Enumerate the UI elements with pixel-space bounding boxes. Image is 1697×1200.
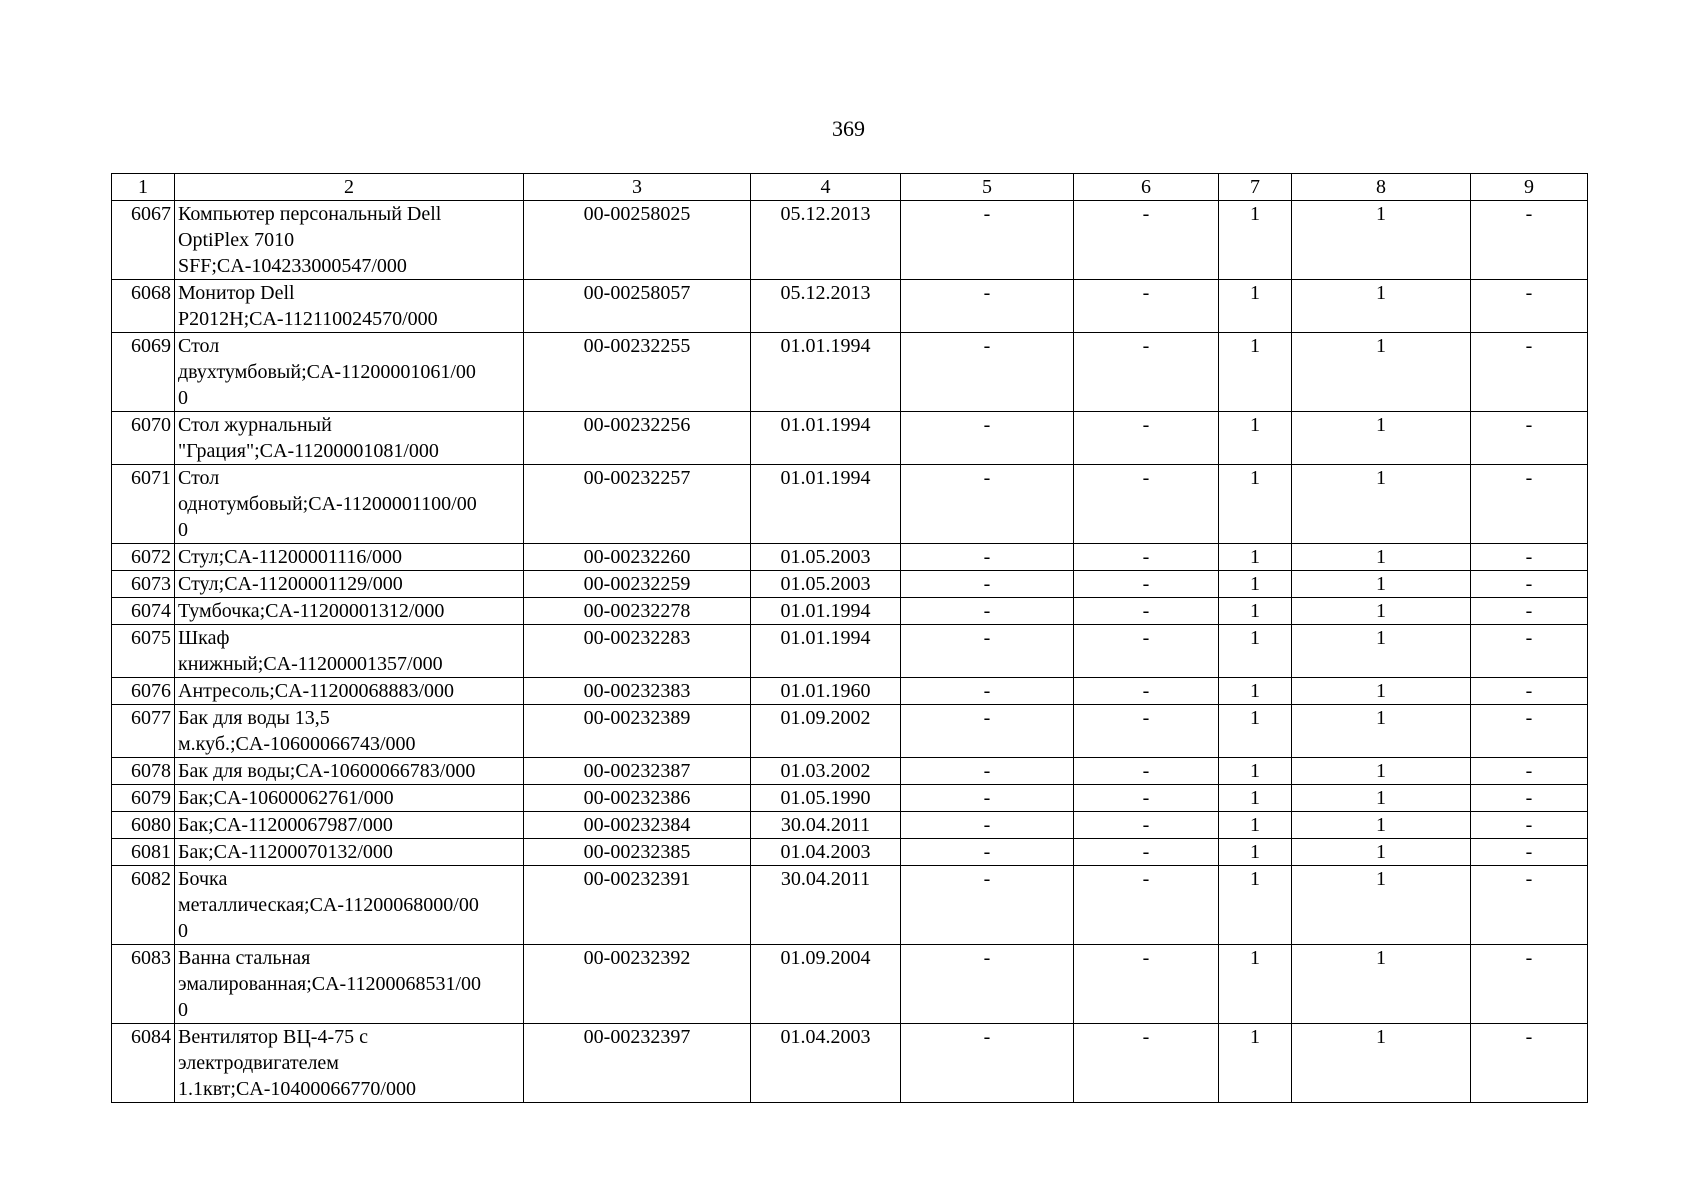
page-number: 369 — [832, 116, 865, 141]
column-5-cell: - — [901, 333, 1074, 412]
table-row — [112, 812, 1588, 839]
item-name-line: 1.1квт;CA-10400066770/000 — [178, 1078, 416, 1100]
column-7-cell: 1 — [1219, 785, 1292, 812]
column-9-cell: - — [1471, 280, 1588, 333]
row-number-cell: 6076 — [112, 678, 175, 705]
item-name-cell — [175, 866, 524, 945]
inventory-table — [111, 173, 1588, 1103]
column-5-cell: - — [901, 839, 1074, 866]
column-5-cell: - — [901, 544, 1074, 571]
column-7-cell: 1 — [1219, 201, 1292, 280]
column-5-cell: - — [901, 280, 1074, 333]
item-name-line: 0 — [178, 920, 188, 942]
column-7-cell: 1 — [1219, 758, 1292, 785]
table-row — [112, 201, 1588, 280]
column-7-cell: 1 — [1219, 544, 1292, 571]
date-cell: 01.01.1960 — [751, 678, 901, 705]
item-name-line: Стол журнальный — [178, 414, 332, 436]
column-9-cell: - — [1471, 866, 1588, 945]
column-5-cell: - — [901, 678, 1074, 705]
row-number-cell: 6084 — [112, 1024, 175, 1103]
column-9-cell: - — [1471, 465, 1588, 544]
inventory-number-cell: 00-00232256 — [524, 412, 751, 465]
item-name-line: 0 — [178, 387, 188, 409]
date-cell: 01.09.2002 — [751, 705, 901, 758]
inventory-number-cell: 00-00232383 — [524, 678, 751, 705]
date-cell: 05.12.2013 — [751, 201, 901, 280]
table-row — [112, 758, 1588, 785]
column-5-cell: - — [901, 785, 1074, 812]
column-6-cell: - — [1074, 333, 1219, 412]
date-cell: 01.05.2003 — [751, 544, 901, 571]
table-row — [112, 705, 1588, 758]
column-9-cell: - — [1471, 839, 1588, 866]
column-6-cell: - — [1074, 705, 1219, 758]
column-6-cell: - — [1074, 758, 1219, 785]
column-6-cell: - — [1074, 1024, 1219, 1103]
item-name-line: 0 — [178, 999, 188, 1021]
item-name-line: электродвигателем — [178, 1052, 339, 1074]
column-5-cell: - — [901, 598, 1074, 625]
item-name-cell — [175, 812, 524, 839]
inventory-number-cell: 00-00232392 — [524, 945, 751, 1024]
column-8-cell: 1 — [1292, 758, 1471, 785]
column-6-cell: - — [1074, 280, 1219, 333]
column-9-cell: - — [1471, 571, 1588, 598]
table-row — [112, 945, 1588, 1024]
column-9-cell: - — [1471, 758, 1588, 785]
column-7-cell: 1 — [1219, 945, 1292, 1024]
table-row — [112, 625, 1588, 678]
column-header: 4 — [751, 174, 901, 201]
table-row — [112, 785, 1588, 812]
item-name-line: Стул;CA-11200001116/000 — [178, 546, 402, 568]
row-number-cell: 6074 — [112, 598, 175, 625]
item-name-line: Стол — [178, 335, 220, 357]
column-9-cell: - — [1471, 625, 1588, 678]
item-name-line: Шкаф — [178, 627, 230, 649]
inventory-number-cell: 00-00232257 — [524, 465, 751, 544]
column-9-cell: - — [1471, 785, 1588, 812]
row-number-cell: 6068 — [112, 280, 175, 333]
item-name-line: Стул;CA-11200001129/000 — [178, 573, 403, 595]
inventory-number-cell: 00-00232385 — [524, 839, 751, 866]
column-5-cell: - — [901, 201, 1074, 280]
row-number-cell: 6069 — [112, 333, 175, 412]
item-name-line: Антресоль;CA-11200068883/000 — [178, 680, 455, 702]
item-name-line: P2012H;CA-112110024570/000 — [178, 308, 438, 330]
column-5-cell: - — [901, 571, 1074, 598]
column-9-cell: - — [1471, 812, 1588, 839]
column-6-cell: - — [1074, 678, 1219, 705]
row-number-cell: 6077 — [112, 705, 175, 758]
column-6-cell: - — [1074, 544, 1219, 571]
column-8-cell: 1 — [1292, 625, 1471, 678]
column-8-cell: 1 — [1292, 333, 1471, 412]
header-row — [112, 174, 1588, 201]
column-header: 1 — [112, 174, 175, 201]
column-6-cell: - — [1074, 625, 1219, 678]
column-7-cell: 1 — [1219, 705, 1292, 758]
column-7-cell: 1 — [1219, 812, 1292, 839]
column-8-cell: 1 — [1292, 866, 1471, 945]
item-name-line: Вентилятор ВЦ-4-75 с — [178, 1026, 368, 1048]
column-6-cell: - — [1074, 571, 1219, 598]
column-header: 8 — [1292, 174, 1471, 201]
item-name-cell — [175, 201, 524, 280]
item-name-cell — [175, 465, 524, 544]
item-name-line: Бак для воды 13,5 — [178, 707, 330, 729]
column-header: 7 — [1219, 174, 1292, 201]
table-row — [112, 598, 1588, 625]
column-7-cell: 1 — [1219, 866, 1292, 945]
column-5-cell: - — [901, 465, 1074, 544]
column-5-cell: - — [901, 758, 1074, 785]
column-6-cell: - — [1074, 839, 1219, 866]
column-7-cell: 1 — [1219, 625, 1292, 678]
row-number-cell: 6067 — [112, 201, 175, 280]
item-name-line: Ванна стальная — [178, 947, 311, 969]
date-cell: 01.04.2003 — [751, 1024, 901, 1103]
date-cell: 01.01.1994 — [751, 598, 901, 625]
inventory-number-cell: 00-00258025 — [524, 201, 751, 280]
item-name-cell — [175, 839, 524, 866]
column-header: 9 — [1471, 174, 1588, 201]
inventory-number-cell: 00-00232397 — [524, 1024, 751, 1103]
table-row — [112, 465, 1588, 544]
column-8-cell: 1 — [1292, 412, 1471, 465]
column-6-cell: - — [1074, 866, 1219, 945]
row-number-cell: 6081 — [112, 839, 175, 866]
inventory-number-cell: 00-00232389 — [524, 705, 751, 758]
column-8-cell: 1 — [1292, 201, 1471, 280]
column-8-cell: 1 — [1292, 571, 1471, 598]
column-7-cell: 1 — [1219, 571, 1292, 598]
item-name-line: Монитор Dell — [178, 282, 295, 304]
table-row — [112, 544, 1588, 571]
date-cell: 01.05.2003 — [751, 571, 901, 598]
table-row — [112, 280, 1588, 333]
date-cell: 01.01.1994 — [751, 333, 901, 412]
column-8-cell: 1 — [1292, 839, 1471, 866]
date-cell: 01.01.1994 — [751, 465, 901, 544]
column-7-cell: 1 — [1219, 598, 1292, 625]
inventory-number-cell: 00-00232386 — [524, 785, 751, 812]
column-8-cell: 1 — [1292, 598, 1471, 625]
column-6-cell: - — [1074, 785, 1219, 812]
column-7-cell: 1 — [1219, 280, 1292, 333]
date-cell: 01.03.2002 — [751, 758, 901, 785]
column-8-cell: 1 — [1292, 785, 1471, 812]
inventory-number-cell: 00-00232391 — [524, 866, 751, 945]
column-9-cell: - — [1471, 201, 1588, 280]
column-header: 5 — [901, 174, 1074, 201]
column-8-cell: 1 — [1292, 280, 1471, 333]
date-cell: 05.12.2013 — [751, 280, 901, 333]
item-name-cell — [175, 544, 524, 571]
row-number-cell: 6080 — [112, 812, 175, 839]
item-name-cell — [175, 412, 524, 465]
table-row — [112, 571, 1588, 598]
inventory-number-cell: 00-00232260 — [524, 544, 751, 571]
column-5-cell: - — [901, 412, 1074, 465]
inventory-number-cell: 00-00232259 — [524, 571, 751, 598]
column-9-cell: - — [1471, 705, 1588, 758]
row-number-cell: 6083 — [112, 945, 175, 1024]
column-5-cell: - — [901, 812, 1074, 839]
item-name-cell — [175, 1024, 524, 1103]
column-9-cell: - — [1471, 945, 1588, 1024]
row-number-cell: 6072 — [112, 544, 175, 571]
column-6-cell: - — [1074, 598, 1219, 625]
date-cell: 30.04.2011 — [751, 812, 901, 839]
row-number-cell: 6070 — [112, 412, 175, 465]
item-name-cell — [175, 625, 524, 678]
table-row — [112, 333, 1588, 412]
item-name-line: Бак;CA-11200067987/000 — [178, 814, 393, 836]
table-row — [112, 839, 1588, 866]
column-6-cell: - — [1074, 945, 1219, 1024]
column-7-cell: 1 — [1219, 839, 1292, 866]
row-number-cell: 6079 — [112, 785, 175, 812]
item-name-line: SFF;CA-104233000547/000 — [178, 255, 407, 277]
item-name-line: м.куб.;CA-10600066743/000 — [178, 733, 416, 755]
item-name-line: эмалированная;CA-11200068531/00 — [178, 973, 482, 995]
item-name-cell — [175, 571, 524, 598]
inventory-number-cell: 00-00232278 — [524, 598, 751, 625]
item-name-cell — [175, 280, 524, 333]
column-6-cell: - — [1074, 812, 1219, 839]
row-number-cell: 6071 — [112, 465, 175, 544]
item-name-cell — [175, 945, 524, 1024]
inventory-number-cell: 00-00232283 — [524, 625, 751, 678]
column-7-cell: 1 — [1219, 333, 1292, 412]
item-name-line: Бочка — [178, 868, 228, 890]
item-name-line: Компьютер персональный Dell — [178, 203, 442, 225]
column-5-cell: - — [901, 945, 1074, 1024]
item-name-line: Стол — [178, 467, 220, 489]
item-name-cell — [175, 785, 524, 812]
column-6-cell: - — [1074, 201, 1219, 280]
row-number-cell: 6082 — [112, 866, 175, 945]
item-name-line: двухтумбовый;CA-11200001061/00 — [178, 361, 476, 383]
column-8-cell: 1 — [1292, 1024, 1471, 1103]
column-8-cell: 1 — [1292, 465, 1471, 544]
date-cell: 01.01.1994 — [751, 412, 901, 465]
column-9-cell: - — [1471, 598, 1588, 625]
item-name-cell — [175, 678, 524, 705]
column-9-cell: - — [1471, 1024, 1588, 1103]
item-name-line: Бак;CA-11200070132/000 — [178, 841, 393, 863]
date-cell: 01.01.1994 — [751, 625, 901, 678]
column-7-cell: 1 — [1219, 678, 1292, 705]
table-row — [112, 866, 1588, 945]
column-9-cell: - — [1471, 333, 1588, 412]
item-name-cell — [175, 758, 524, 785]
item-name-cell — [175, 705, 524, 758]
column-7-cell: 1 — [1219, 465, 1292, 544]
column-5-cell: - — [901, 866, 1074, 945]
column-header: 6 — [1074, 174, 1219, 201]
inventory-number-cell: 00-00232255 — [524, 333, 751, 412]
item-name-line: книжный;CA-11200001357/000 — [178, 653, 443, 675]
inventory-number-cell: 00-00232387 — [524, 758, 751, 785]
column-7-cell: 1 — [1219, 412, 1292, 465]
item-name-line: металлическая;CA-11200068000/00 — [178, 894, 479, 916]
row-number-cell: 6073 — [112, 571, 175, 598]
column-8-cell: 1 — [1292, 945, 1471, 1024]
column-8-cell: 1 — [1292, 812, 1471, 839]
column-5-cell: - — [901, 625, 1074, 678]
column-9-cell: - — [1471, 678, 1588, 705]
row-number-cell: 6078 — [112, 758, 175, 785]
table-row — [112, 412, 1588, 465]
item-name-line: "Грация";CA-11200001081/000 — [178, 440, 439, 462]
column-8-cell: 1 — [1292, 544, 1471, 571]
item-name-line: Бак;CA-10600062761/000 — [178, 787, 394, 809]
column-8-cell: 1 — [1292, 678, 1471, 705]
column-5-cell: - — [901, 1024, 1074, 1103]
inventory-number-cell: 00-00258057 — [524, 280, 751, 333]
table-row — [112, 678, 1588, 705]
date-cell: 01.05.1990 — [751, 785, 901, 812]
column-header: 3 — [524, 174, 751, 201]
item-name-line: Тумбочка;CA-11200001312/000 — [178, 600, 445, 622]
row-number-cell: 6075 — [112, 625, 175, 678]
item-name-cell — [175, 598, 524, 625]
column-7-cell: 1 — [1219, 1024, 1292, 1103]
item-name-line: однотумбовый;CA-11200001100/00 — [178, 493, 477, 515]
item-name-cell — [175, 333, 524, 412]
column-header: 2 — [175, 174, 524, 201]
date-cell: 30.04.2011 — [751, 866, 901, 945]
column-9-cell: - — [1471, 412, 1588, 465]
item-name-line: 0 — [178, 519, 188, 541]
column-8-cell: 1 — [1292, 705, 1471, 758]
item-name-line: OptiPlex 7010 — [178, 229, 295, 251]
column-6-cell: - — [1074, 465, 1219, 544]
inventory-number-cell: 00-00232384 — [524, 812, 751, 839]
column-9-cell: - — [1471, 544, 1588, 571]
column-5-cell: - — [901, 705, 1074, 758]
date-cell: 01.09.2004 — [751, 945, 901, 1024]
table-row — [112, 1024, 1588, 1103]
item-name-line: Бак для воды;CA-10600066783/000 — [178, 760, 476, 782]
column-6-cell: - — [1074, 412, 1219, 465]
date-cell: 01.04.2003 — [751, 839, 901, 866]
